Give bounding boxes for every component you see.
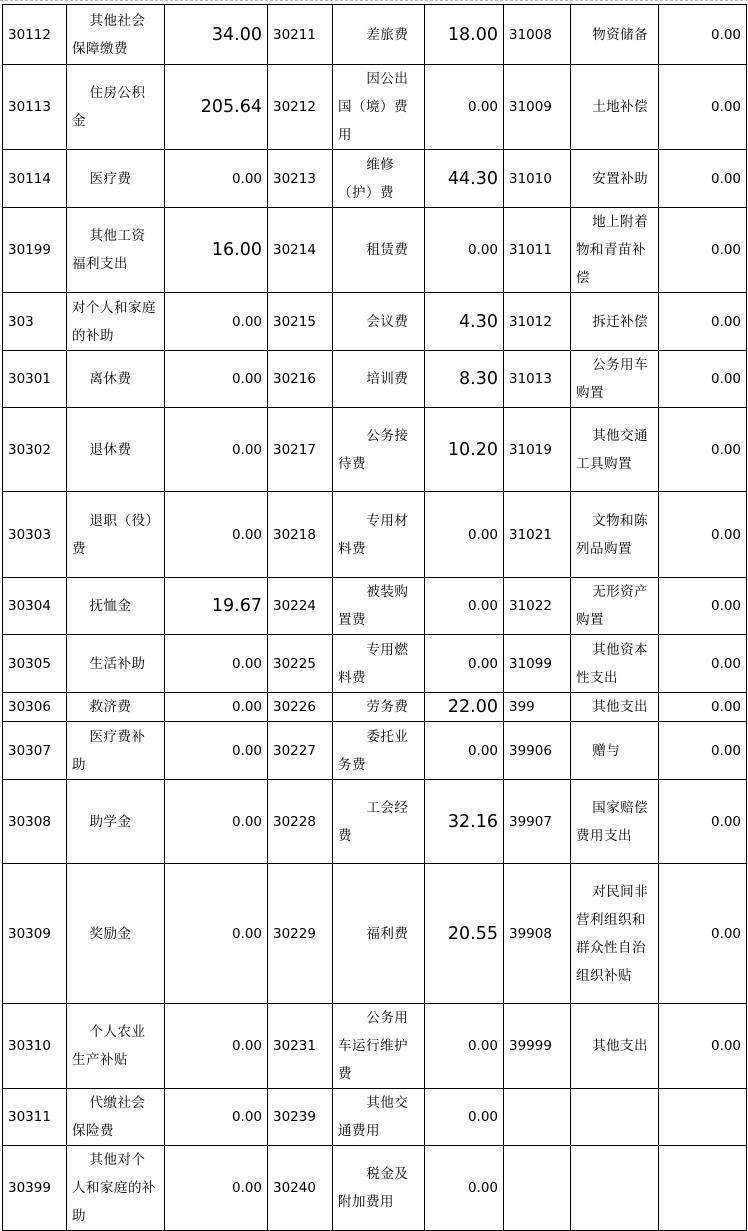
amount-cell-3: 0.00 xyxy=(659,578,747,635)
name-cell-1: 退职（役）费 xyxy=(67,492,165,578)
code-cell-2: 30213 xyxy=(268,150,333,208)
table-row xyxy=(3,635,747,693)
amount-cell-1: 19.67 xyxy=(165,578,268,635)
name-cell-2: 培训费 xyxy=(333,351,425,408)
amount-cell-2: 0.00 xyxy=(425,1004,504,1089)
amount-cell-2: 0.00 xyxy=(425,492,504,578)
name-cell-2: 公务用车运行维护费 xyxy=(333,1004,425,1089)
amount-cell-1: 0.00 xyxy=(165,408,268,492)
expenditure-table xyxy=(2,4,747,1231)
code-cell-1: 30307 xyxy=(3,722,67,780)
amount-cell-1: 0.00 xyxy=(165,492,268,578)
table-row xyxy=(3,5,747,65)
amount-cell-2: 0.00 xyxy=(425,65,504,150)
amount-cell-3: 0.00 xyxy=(659,693,747,722)
name-cell-1: 其他工资福利支出 xyxy=(67,208,165,293)
code-cell-2: 30217 xyxy=(268,408,333,492)
amount-cell-2: 0.00 xyxy=(425,578,504,635)
name-cell-1: 个人农业生产补贴 xyxy=(67,1004,165,1089)
name-cell-1: 其他社会保障缴费 xyxy=(67,5,165,65)
amount-cell-3: 0.00 xyxy=(659,5,747,65)
code-cell-3 xyxy=(504,1146,571,1231)
name-cell-2: 工会经费 xyxy=(333,780,425,864)
amount-cell-2: 22.00 xyxy=(425,693,504,722)
name-cell-1: 对个人和家庭的补助 xyxy=(67,293,165,351)
table-row xyxy=(3,492,747,578)
code-cell-1: 30199 xyxy=(3,208,67,293)
code-cell-1: 30308 xyxy=(3,780,67,864)
code-cell-1: 30302 xyxy=(3,408,67,492)
amount-cell-2: 0.00 xyxy=(425,208,504,293)
code-cell-3: 31099 xyxy=(504,635,571,693)
code-cell-3: 31008 xyxy=(504,5,571,65)
amount-cell-1: 0.00 xyxy=(165,1089,268,1146)
amount-cell-1: 0.00 xyxy=(165,780,268,864)
name-cell-2: 会议费 xyxy=(333,293,425,351)
code-cell-1: 30113 xyxy=(3,65,67,150)
code-cell-2: 30214 xyxy=(268,208,333,293)
code-cell-3: 39907 xyxy=(504,780,571,864)
amount-cell-3: 0.00 xyxy=(659,293,747,351)
name-cell-3: 物资储备 xyxy=(571,5,659,65)
code-cell-2: 30226 xyxy=(268,693,333,722)
table-row xyxy=(3,693,747,722)
name-cell-3: 其他支出 xyxy=(571,1004,659,1089)
amount-cell-3 xyxy=(659,1089,747,1146)
amount-cell-1: 0.00 xyxy=(165,1004,268,1089)
table-row xyxy=(3,1146,747,1231)
code-cell-1: 30311 xyxy=(3,1089,67,1146)
code-cell-2: 30224 xyxy=(268,578,333,635)
code-cell-3: 31021 xyxy=(504,492,571,578)
name-cell-3: 对民间非营利组织和群众性自治组织补贴 xyxy=(571,864,659,1004)
name-cell-1: 医疗费 xyxy=(67,150,165,208)
amount-cell-3: 0.00 xyxy=(659,635,747,693)
name-cell-3: 其他支出 xyxy=(571,693,659,722)
amount-cell-3: 0.00 xyxy=(659,722,747,780)
table-row xyxy=(3,351,747,408)
code-cell-1: 30114 xyxy=(3,150,67,208)
amount-cell-1: 16.00 xyxy=(165,208,268,293)
code-cell-3: 399 xyxy=(504,693,571,722)
code-cell-1: 30301 xyxy=(3,351,67,408)
amount-cell-2: 44.30 xyxy=(425,150,504,208)
name-cell-3: 地上附着物和青苗补偿 xyxy=(571,208,659,293)
amount-cell-1: 0.00 xyxy=(165,635,268,693)
name-cell-2: 公务接待费 xyxy=(333,408,425,492)
code-cell-3: 39908 xyxy=(504,864,571,1004)
table-row xyxy=(3,408,747,492)
name-cell-3: 安置补助 xyxy=(571,150,659,208)
name-cell-2: 委托业务费 xyxy=(333,722,425,780)
amount-cell-3: 0.00 xyxy=(659,65,747,150)
amount-cell-3: 0.00 xyxy=(659,351,747,408)
amount-cell-3 xyxy=(659,1146,747,1231)
code-cell-3: 31019 xyxy=(504,408,571,492)
amount-cell-3: 0.00 xyxy=(659,864,747,1004)
name-cell-3: 其他资本性支出 xyxy=(571,635,659,693)
code-cell-2: 30240 xyxy=(268,1146,333,1231)
name-cell-2: 差旅费 xyxy=(333,5,425,65)
table-row xyxy=(3,578,747,635)
name-cell-1: 住房公积金 xyxy=(67,65,165,150)
name-cell-1: 生活补助 xyxy=(67,635,165,693)
table-row xyxy=(3,65,747,150)
code-cell-3: 31011 xyxy=(504,208,571,293)
name-cell-1: 离休费 xyxy=(67,351,165,408)
amount-cell-1: 0.00 xyxy=(165,293,268,351)
name-cell-3: 无形资产购置 xyxy=(571,578,659,635)
amount-cell-3: 0.00 xyxy=(659,1004,747,1089)
table-row xyxy=(3,780,747,864)
name-cell-3: 公务用车购置 xyxy=(571,351,659,408)
code-cell-2: 30239 xyxy=(268,1089,333,1146)
amount-cell-1: 0.00 xyxy=(165,150,268,208)
name-cell-2: 其他交通费用 xyxy=(333,1089,425,1146)
name-cell-2: 税金及附加费用 xyxy=(333,1146,425,1231)
name-cell-2: 劳务费 xyxy=(333,693,425,722)
name-cell-2: 被装购置费 xyxy=(333,578,425,635)
name-cell-1: 其他对个人和家庭的补助 xyxy=(67,1146,165,1231)
name-cell-3: 国家赔偿费用支出 xyxy=(571,780,659,864)
code-cell-1: 30306 xyxy=(3,693,67,722)
code-cell-3: 31012 xyxy=(504,293,571,351)
amount-cell-2: 0.00 xyxy=(425,635,504,693)
name-cell-2: 因公出国（境）费用 xyxy=(333,65,425,150)
amount-cell-1: 34.00 xyxy=(165,5,268,65)
amount-cell-2: 0.00 xyxy=(425,1089,504,1146)
code-cell-3: 31022 xyxy=(504,578,571,635)
amount-cell-3: 0.00 xyxy=(659,150,747,208)
amount-cell-1: 0.00 xyxy=(165,864,268,1004)
code-cell-1: 30309 xyxy=(3,864,67,1004)
code-cell-3: 39999 xyxy=(504,1004,571,1089)
amount-cell-2: 10.20 xyxy=(425,408,504,492)
code-cell-2: 30216 xyxy=(268,351,333,408)
amount-cell-1: 205.64 xyxy=(165,65,268,150)
amount-cell-2: 0.00 xyxy=(425,722,504,780)
amount-cell-1: 0.00 xyxy=(165,351,268,408)
name-cell-2: 福利费 xyxy=(333,864,425,1004)
code-cell-1: 30304 xyxy=(3,578,67,635)
code-cell-1: 303 xyxy=(3,293,67,351)
code-cell-2: 30218 xyxy=(268,492,333,578)
amount-cell-1: 0.00 xyxy=(165,693,268,722)
code-cell-3: 39906 xyxy=(504,722,571,780)
code-cell-3 xyxy=(504,1089,571,1146)
table-row xyxy=(3,1089,747,1146)
name-cell-3: 其他交通工具购置 xyxy=(571,408,659,492)
name-cell-3: 文物和陈列品购置 xyxy=(571,492,659,578)
code-cell-1: 30112 xyxy=(3,5,67,65)
code-cell-2: 30228 xyxy=(268,780,333,864)
table-row xyxy=(3,864,747,1004)
name-cell-2: 专用燃料费 xyxy=(333,635,425,693)
amount-cell-3: 0.00 xyxy=(659,492,747,578)
name-cell-1: 退休费 xyxy=(67,408,165,492)
code-cell-3: 31013 xyxy=(504,351,571,408)
name-cell-2: 专用材料费 xyxy=(333,492,425,578)
name-cell-1: 助学金 xyxy=(67,780,165,864)
name-cell-3: 土地补偿 xyxy=(571,65,659,150)
amount-cell-2: 20.55 xyxy=(425,864,504,1004)
name-cell-1: 医疗费补助 xyxy=(67,722,165,780)
code-cell-2: 30215 xyxy=(268,293,333,351)
code-cell-1: 30310 xyxy=(3,1004,67,1089)
code-cell-2: 30225 xyxy=(268,635,333,693)
amount-cell-2: 32.16 xyxy=(425,780,504,864)
amount-cell-1: 0.00 xyxy=(165,722,268,780)
amount-cell-3: 0.00 xyxy=(659,208,747,293)
table-row xyxy=(3,722,747,780)
code-cell-3: 31010 xyxy=(504,150,571,208)
name-cell-2: 租赁费 xyxy=(333,208,425,293)
name-cell-3: 拆迁补偿 xyxy=(571,293,659,351)
code-cell-1: 30303 xyxy=(3,492,67,578)
amount-cell-2: 0.00 xyxy=(425,1146,504,1231)
table-row xyxy=(3,150,747,208)
name-cell-2: 维修（护）费 xyxy=(333,150,425,208)
table-row xyxy=(3,293,747,351)
code-cell-1: 30399 xyxy=(3,1146,67,1231)
table-row xyxy=(3,208,747,293)
table-row xyxy=(3,1004,747,1089)
name-cell-3: 赠与 xyxy=(571,722,659,780)
code-cell-3: 31009 xyxy=(504,65,571,150)
name-cell-3 xyxy=(571,1089,659,1146)
amount-cell-3: 0.00 xyxy=(659,780,747,864)
code-cell-2: 30211 xyxy=(268,5,333,65)
code-cell-1: 30305 xyxy=(3,635,67,693)
code-cell-2: 30231 xyxy=(268,1004,333,1089)
amount-cell-2: 4.30 xyxy=(425,293,504,351)
name-cell-3 xyxy=(571,1146,659,1231)
code-cell-2: 30229 xyxy=(268,864,333,1004)
name-cell-1: 抚恤金 xyxy=(67,578,165,635)
name-cell-1: 救济费 xyxy=(67,693,165,722)
name-cell-1: 奖励金 xyxy=(67,864,165,1004)
amount-cell-2: 8.30 xyxy=(425,351,504,408)
code-cell-2: 30212 xyxy=(268,65,333,150)
amount-cell-1: 0.00 xyxy=(165,1146,268,1231)
amount-cell-3: 0.00 xyxy=(659,408,747,492)
code-cell-2: 30227 xyxy=(268,722,333,780)
amount-cell-2: 18.00 xyxy=(425,5,504,65)
name-cell-1: 代缴社会保险费 xyxy=(67,1089,165,1146)
